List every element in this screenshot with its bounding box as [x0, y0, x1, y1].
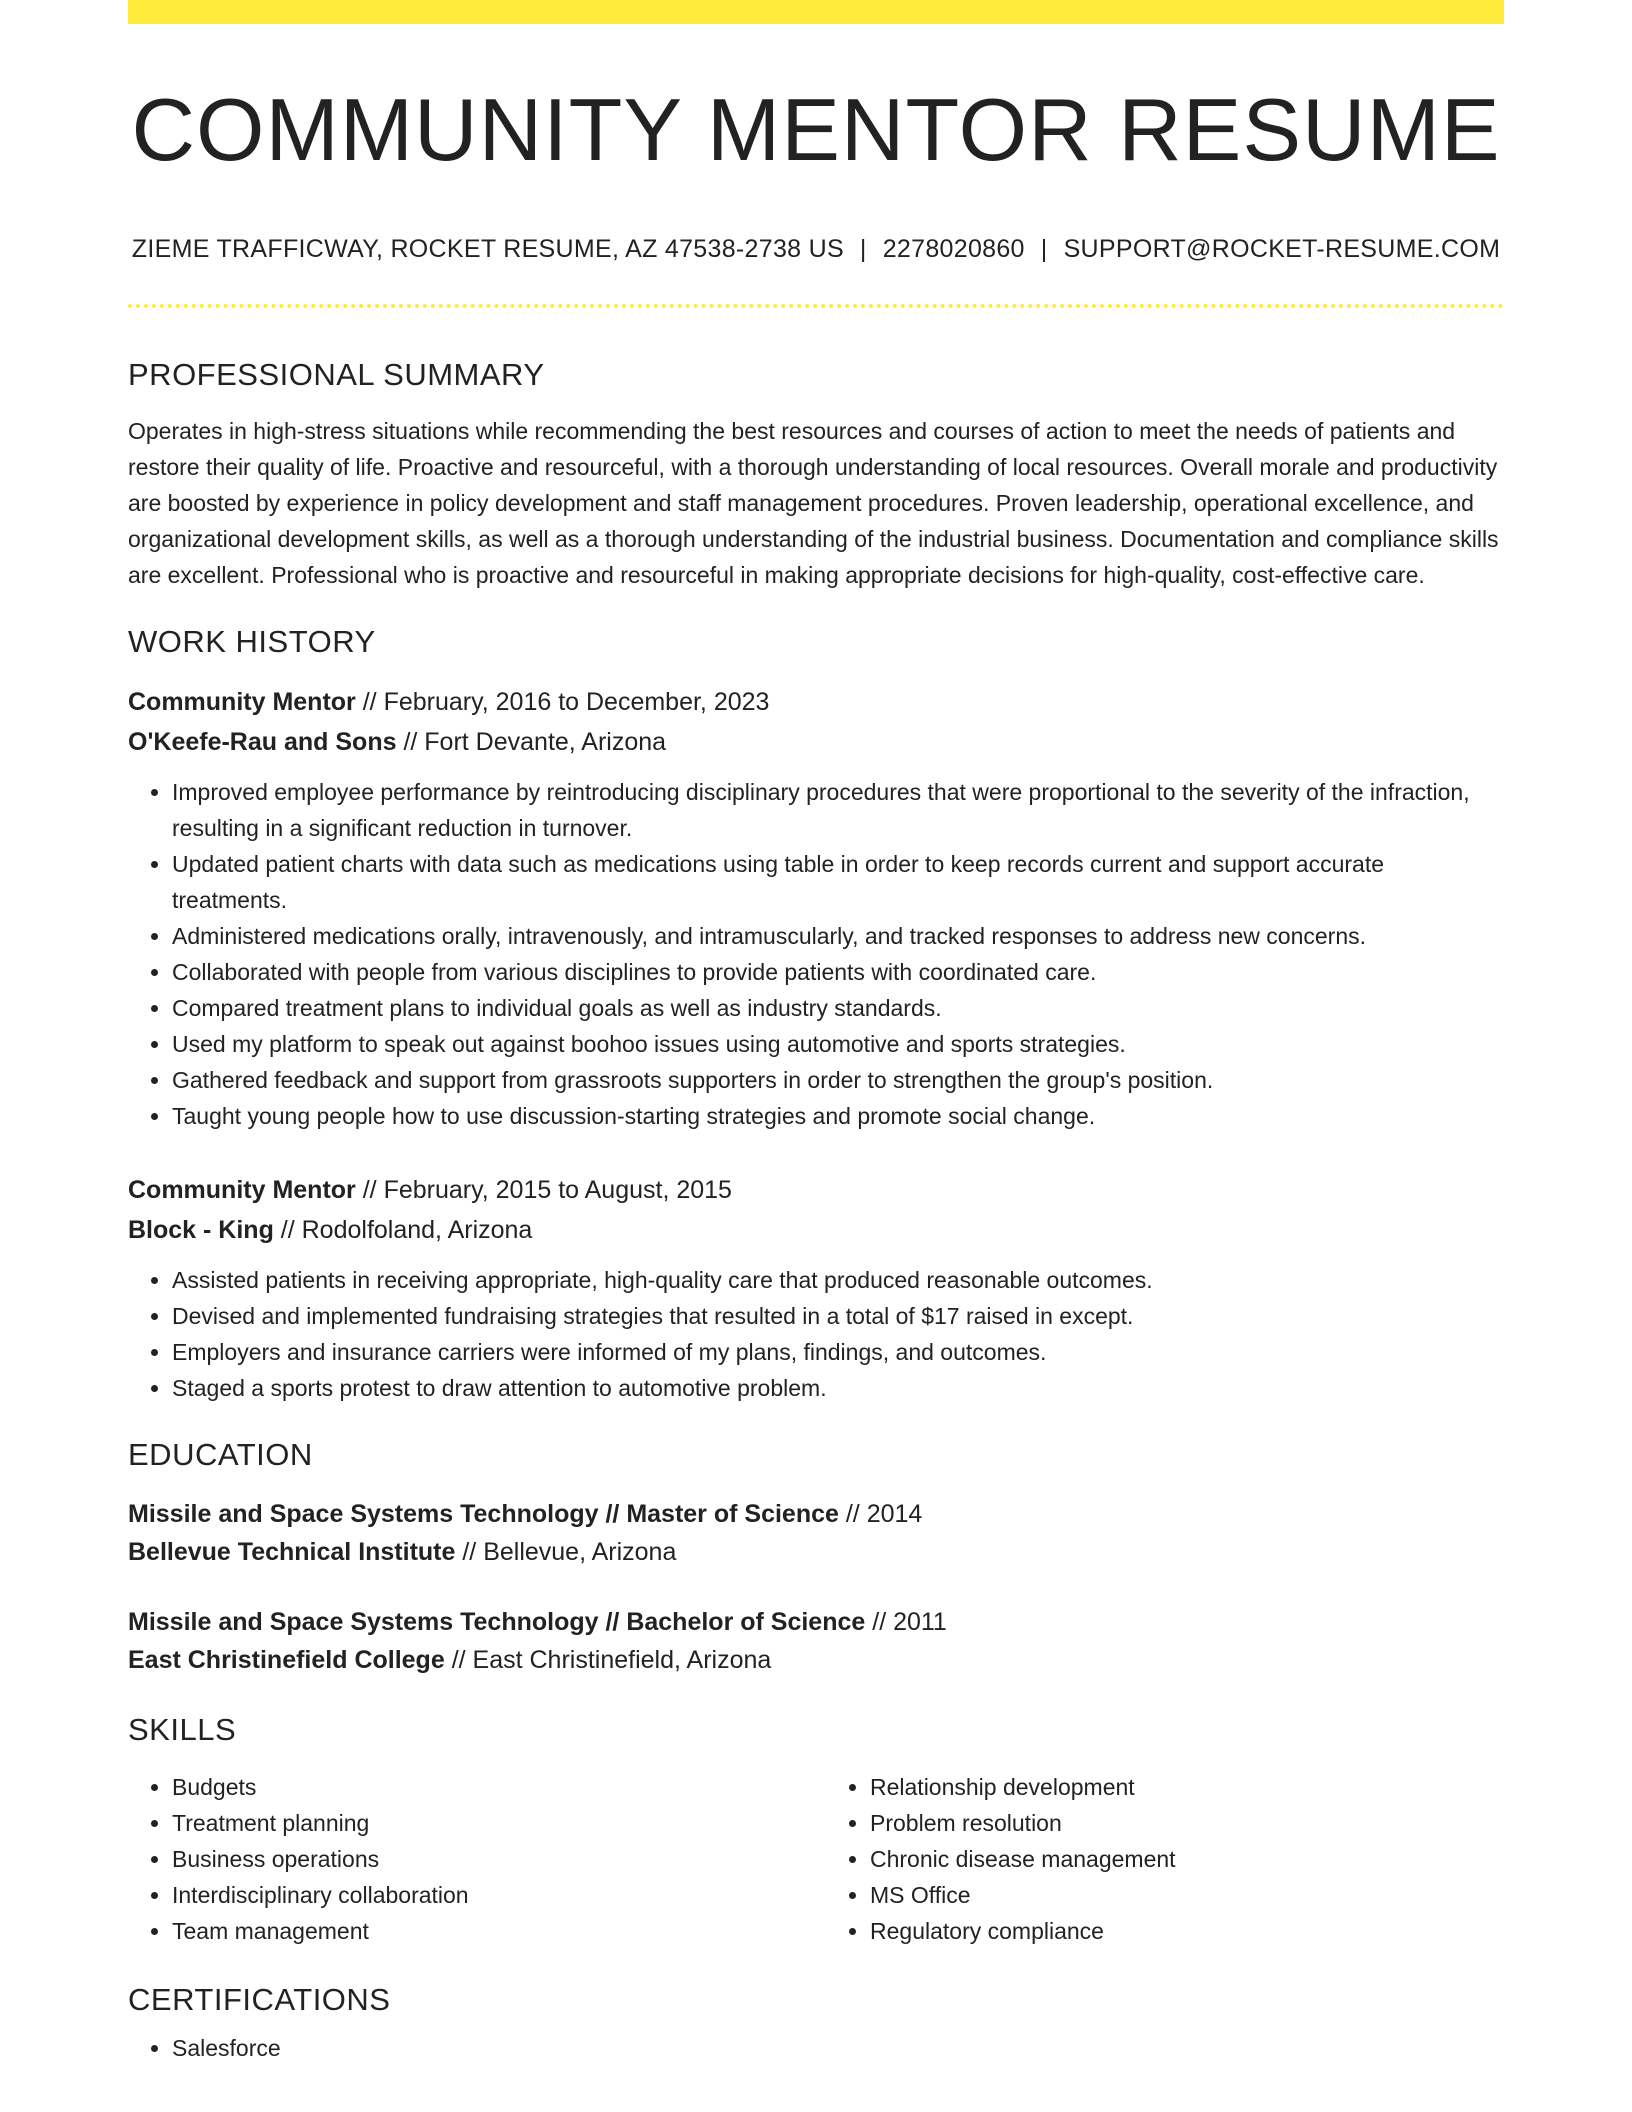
contact-line [128, 235, 1504, 264]
education-location: // East Christinefield, Arizona [444, 1646, 772, 1675]
education-entry [128, 1603, 1504, 1679]
job-title-line [128, 1170, 1504, 1210]
job-bullet: • Administered medications orally, intravenously, and intramuscularly, and tracked responses to address new concerns. [172, 918, 1504, 954]
skill-item: • Team management [172, 1913, 816, 1949]
job-bullet: • Taught young people how to use discussion-starting strategies and promote social change. [172, 1098, 1504, 1134]
job-bullet: • Gathered feedback and support from grassroots supporters in order to strengthen the group's position. [172, 1062, 1504, 1098]
job-company-line [128, 722, 1504, 762]
job-bullet: • Assisted patients in receiving appropriate, high-quality care that produced reasonable outcomes. [172, 1262, 1504, 1298]
work-history-heading: WORK HISTORY [128, 623, 376, 659]
education-school: Bellevue Technical Institute [128, 1538, 456, 1567]
certifications-heading: CERTIFICATIONS [128, 1981, 391, 2017]
job-company: Block - King [128, 1216, 274, 1245]
skill-item: • Budgets [172, 1769, 816, 1805]
skill-item: • Treatment planning [172, 1805, 816, 1841]
education-school-line [128, 1641, 1504, 1679]
resume-page [128, 0, 1504, 2066]
job-company-line [128, 1210, 1504, 1250]
skill-item: • Business operations [172, 1841, 816, 1877]
education-year: // 2011 [865, 1608, 947, 1637]
education-entry [128, 1495, 1504, 1571]
job-bullet-list [128, 774, 1504, 1134]
job-bullet: • Used my platform to speak out against boohoo issues using automotive and sports strategies. [172, 1026, 1504, 1062]
skill-item: • Regulatory compliance [870, 1913, 1504, 1949]
skill-item: • Relationship development [870, 1769, 1504, 1805]
skills-grid [128, 1769, 1504, 1949]
education-degree: Missile and Space Systems Technology // Master of Science [128, 1500, 839, 1529]
job-bullet: • Improved employee performance by reintroducing disciplinary procedures that were proportional to the severity of the infraction, resulting in a significant reduction in turnover. [172, 774, 1504, 846]
job-title: Community Mentor [128, 688, 356, 717]
job-dates: // February, 2016 to December, 2023 [355, 688, 770, 717]
job-title: Community Mentor [128, 1176, 356, 1205]
education-location: // Bellevue, Arizona [455, 1538, 677, 1567]
job-location: // Fort Devante, Arizona [396, 728, 667, 757]
job-bullet: • Collaborated with people from various disciplines to provide patients with coordinated care. [172, 954, 1504, 990]
job-dates: // February, 2015 to August, 2015 [355, 1176, 732, 1205]
job-bullet: • Devised and implemented fundraising strategies that resulted in a total of $17 raised in except. [172, 1298, 1504, 1334]
summary-text: Operates in high-stress situations while recommending the best resources and courses of action to meet the needs of patients and restore their quality of life. Proactive and resourceful, with a thorough understanding of local resources. Overall morale and productivity are boosted by experience in policy development and staff management procedures. Proven leadership, operational excellence, and organizational development skills, as well as a thorough understanding of the industrial business. Documentation and compliance skills are excellent. Professional who is proactive and resourceful in making appropriate decisions for high-quality, cost-effective care. [128, 417, 1499, 588]
job-title-line [128, 682, 1504, 722]
skills-list-left [128, 1769, 816, 1949]
document-title: COMMUNITY MENTOR RESUME [131, 80, 1501, 179]
job-location: // Rodolfoland, Arizona [273, 1216, 533, 1245]
education-year: // 2014 [838, 1500, 923, 1529]
education-degree-line [128, 1603, 1504, 1641]
job-bullet: • Compared treatment plans to individual goals as well as industry standards. [172, 990, 1504, 1026]
certification-item: • Salesforce [172, 2030, 1504, 2066]
job-bullet-list [128, 1262, 1504, 1406]
education-heading: EDUCATION [128, 1437, 313, 1473]
education-degree: Missile and Space Systems Technology // Bachelor of Science [128, 1608, 866, 1637]
contact-phone: 2278020860 [882, 234, 1025, 263]
skill-item: • MS Office [870, 1877, 1504, 1913]
education-school: East Christinefield College [128, 1646, 445, 1675]
top-accent-bar [128, 0, 1504, 24]
contact-separator: | [1040, 234, 1048, 263]
job-entry [128, 682, 1504, 1134]
education-degree-line [128, 1495, 1504, 1533]
skill-item: • Chronic disease management [870, 1841, 1504, 1877]
contact-separator: | [859, 234, 867, 263]
skills-heading: SKILLS [128, 1712, 237, 1748]
skill-item: • Interdisciplinary collaboration [172, 1877, 816, 1913]
job-bullet: • Updated patient charts with data such as medications using table in order to keep records current and support accurate treatments. [172, 846, 1504, 918]
job-entry [128, 1170, 1504, 1406]
summary-heading: PROFESSIONAL SUMMARY [128, 356, 545, 392]
contact-email: SUPPORT@ROCKET-RESUME.COM [1063, 234, 1501, 263]
certifications-list [128, 2030, 1504, 2066]
dotted-divider [128, 304, 1504, 308]
job-company: O'Keefe-Rau and Sons [128, 728, 397, 757]
skills-list-right [816, 1769, 1504, 1949]
education-school-line [128, 1533, 1504, 1571]
job-bullet: • Staged a sports protest to draw attention to automotive problem. [172, 1370, 1504, 1406]
contact-address: ZIEME TRAFFICWAY, ROCKET RESUME, AZ 47538-2738 US [131, 234, 844, 263]
job-bullet: • Employers and insurance carriers were informed of my plans, findings, and outcomes. [172, 1334, 1504, 1370]
skill-item: • Problem resolution [870, 1805, 1504, 1841]
